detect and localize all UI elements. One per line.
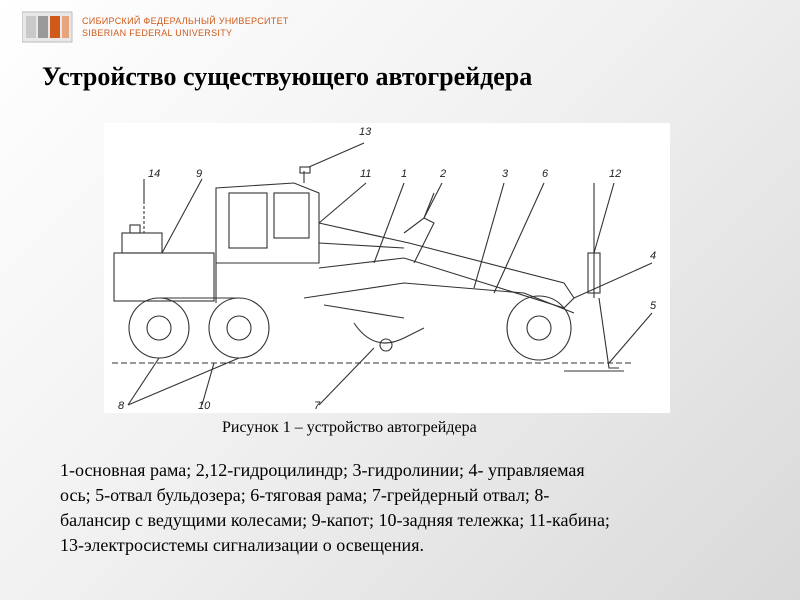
label-7: 7 — [314, 400, 321, 412]
label-6: 6 — [542, 168, 549, 180]
figure-caption: Рисунок 1 – устройство автогрейдера — [222, 419, 477, 436]
label-1: 1 — [401, 168, 408, 180]
label-9: 9 — [196, 168, 203, 180]
legend-line: 13-электросистемы сигнализации о освещения. — [60, 535, 424, 555]
label-3: 3 — [502, 168, 509, 180]
page-title: Устройство существующего автогрейдера — [42, 62, 533, 91]
logo-line-ru: СИБИРСКИЙ ФЕДЕРАЛЬНЫЙ УНИВЕРСИТЕТ — [82, 16, 289, 26]
label-14: 14 — [148, 168, 161, 180]
label-13: 13 — [359, 126, 372, 138]
label-12: 12 — [609, 168, 622, 180]
grader-drawing — [104, 123, 670, 413]
label-5: 5 — [650, 300, 657, 312]
legend-line: балансир с ведущими колесами; 9-капот; 10-задняя тележка; 11-кабина; — [60, 510, 610, 530]
legend-line: 1-основная рама; 2,12-гидроцилиндр; 3-гидролинии; 4- управляемая — [60, 460, 585, 480]
label-10: 10 — [198, 400, 211, 412]
label-4: 4 — [650, 250, 657, 262]
label-11: 11 — [360, 168, 372, 180]
grader-drawing-svg — [104, 123, 670, 413]
logo-line-en: SIBERIAN FEDERAL UNIVERSITY — [82, 28, 233, 38]
legend-text — [60, 458, 750, 558]
logo-text — [82, 15, 289, 39]
label-2: 2 — [440, 168, 447, 180]
sfu-logo-icon — [22, 10, 74, 44]
label-8: 8 — [118, 400, 125, 412]
university-logo — [22, 10, 289, 44]
legend-line: ось; 5-отвал бульдозера; 6-тяговая рама; 7-грейдерный отвал; 8- — [60, 485, 550, 505]
